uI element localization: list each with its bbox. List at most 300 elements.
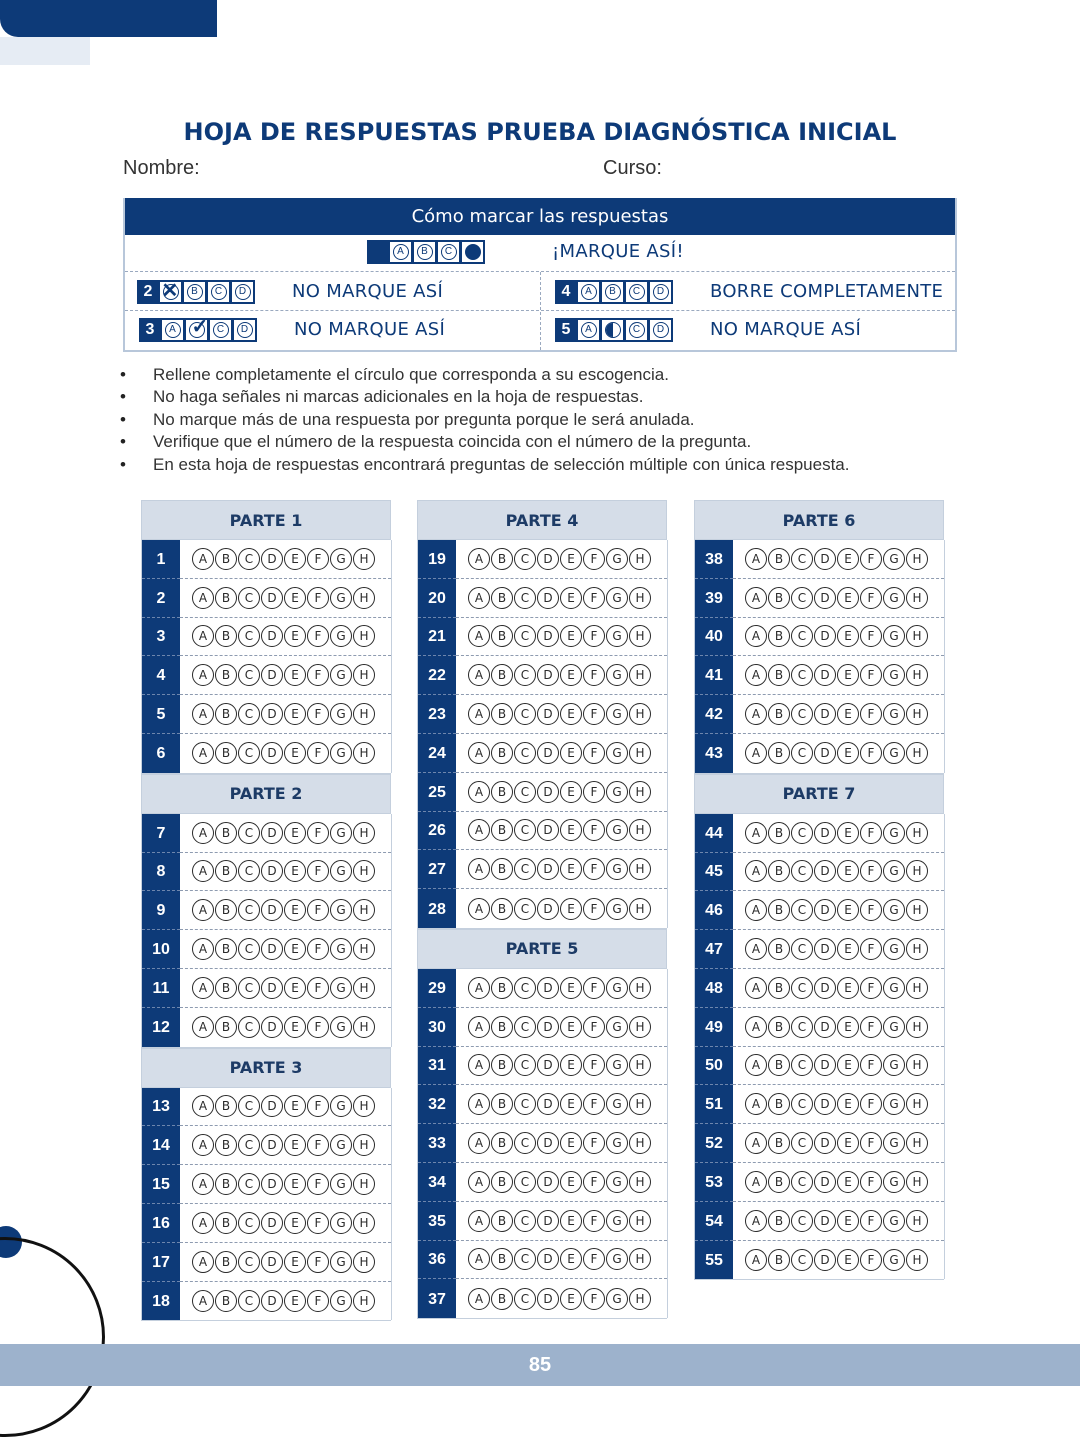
answer-bubble-g[interactable]: G xyxy=(330,1173,352,1195)
answer-bubble-d[interactable]: D xyxy=(261,822,283,844)
answer-bubble-f[interactable]: F xyxy=(307,1290,329,1312)
answer-bubble-d[interactable]: D xyxy=(261,1290,283,1312)
answer-bubble-d[interactable]: D xyxy=(814,899,836,921)
answer-bubble-g[interactable]: G xyxy=(883,822,905,844)
answer-bubble-e[interactable]: E xyxy=(837,1093,859,1115)
answer-bubble-c[interactable]: C xyxy=(791,1249,813,1271)
answer-bubble-h[interactable]: H xyxy=(353,1290,375,1312)
answer-bubble-c[interactable]: C xyxy=(238,1251,260,1273)
answer-bubble-h[interactable]: H xyxy=(353,587,375,609)
answer-bubble-h[interactable]: H xyxy=(629,977,651,999)
answer-bubble-f[interactable]: F xyxy=(583,548,605,570)
answer-bubble-f[interactable]: F xyxy=(307,1095,329,1117)
answer-bubble-f[interactable]: F xyxy=(860,587,882,609)
answer-bubble-c[interactable]: C xyxy=(238,899,260,921)
answer-bubble-e[interactable]: E xyxy=(560,548,582,570)
answer-bubble-e[interactable]: E xyxy=(284,625,306,647)
answer-bubble-f[interactable]: F xyxy=(307,1251,329,1273)
answer-bubble-f[interactable]: F xyxy=(860,1132,882,1154)
answer-bubble-d[interactable]: D xyxy=(261,587,283,609)
answer-bubble-d[interactable]: D xyxy=(261,742,283,764)
answer-bubble-h[interactable]: H xyxy=(353,664,375,686)
answer-bubble-g[interactable]: G xyxy=(606,1288,628,1310)
answer-bubble-a[interactable]: A xyxy=(468,1054,490,1076)
answer-bubble-d[interactable]: D xyxy=(814,1016,836,1038)
answer-bubble-f[interactable]: F xyxy=(307,977,329,999)
answer-bubble-d[interactable]: D xyxy=(261,938,283,960)
answer-bubble-f[interactable]: F xyxy=(583,742,605,764)
answer-bubble-h[interactable]: H xyxy=(353,1173,375,1195)
answer-bubble-c[interactable]: C xyxy=(791,860,813,882)
answer-bubble-a[interactable]: A xyxy=(745,703,767,725)
answer-bubble-h[interactable]: H xyxy=(353,1095,375,1117)
answer-bubble-h[interactable]: H xyxy=(629,664,651,686)
answer-bubble-b[interactable]: B xyxy=(768,899,790,921)
answer-bubble-g[interactable]: G xyxy=(330,977,352,999)
answer-bubble-g[interactable]: G xyxy=(330,1251,352,1273)
answer-bubble-c[interactable]: C xyxy=(514,858,536,880)
answer-bubble-a[interactable]: A xyxy=(745,938,767,960)
answer-bubble-b[interactable]: B xyxy=(491,703,513,725)
answer-bubble-e[interactable]: E xyxy=(284,977,306,999)
answer-bubble-e[interactable]: E xyxy=(284,703,306,725)
answer-bubble-e[interactable]: E xyxy=(837,587,859,609)
answer-bubble-f[interactable]: F xyxy=(583,1171,605,1193)
answer-bubble-a[interactable]: A xyxy=(468,703,490,725)
answer-bubble-h[interactable]: H xyxy=(906,1054,928,1076)
answer-bubble-b[interactable]: B xyxy=(768,1171,790,1193)
answer-bubble-b[interactable]: B xyxy=(768,625,790,647)
answer-bubble-f[interactable]: F xyxy=(583,1248,605,1270)
answer-bubble-g[interactable]: G xyxy=(606,587,628,609)
answer-bubble-a[interactable]: A xyxy=(745,899,767,921)
answer-bubble-d[interactable]: D xyxy=(537,625,559,647)
answer-bubble-f[interactable]: F xyxy=(307,822,329,844)
answer-bubble-b[interactable]: B xyxy=(215,860,237,882)
answer-bubble-d[interactable]: D xyxy=(537,1288,559,1310)
answer-bubble-c[interactable]: C xyxy=(791,1054,813,1076)
answer-bubble-d[interactable]: D xyxy=(261,899,283,921)
answer-bubble-f[interactable]: F xyxy=(860,977,882,999)
answer-bubble-f[interactable]: F xyxy=(583,1210,605,1232)
answer-bubble-h[interactable]: H xyxy=(906,1016,928,1038)
answer-bubble-c[interactable]: C xyxy=(791,587,813,609)
answer-bubble-c[interactable]: C xyxy=(791,1093,813,1115)
answer-bubble-a[interactable]: A xyxy=(468,977,490,999)
answer-bubble-a[interactable]: A xyxy=(192,1212,214,1234)
answer-bubble-b[interactable]: B xyxy=(768,1054,790,1076)
answer-bubble-a[interactable]: A xyxy=(745,822,767,844)
answer-bubble-c[interactable]: C xyxy=(238,703,260,725)
answer-bubble-e[interactable]: E xyxy=(837,703,859,725)
answer-bubble-d[interactable]: D xyxy=(814,1210,836,1232)
answer-bubble-e[interactable]: E xyxy=(560,742,582,764)
answer-bubble-h[interactable]: H xyxy=(353,625,375,647)
answer-bubble-h[interactable]: H xyxy=(353,1016,375,1038)
answer-bubble-f[interactable]: F xyxy=(860,742,882,764)
answer-bubble-g[interactable]: G xyxy=(606,1171,628,1193)
answer-bubble-a[interactable]: A xyxy=(192,1095,214,1117)
answer-bubble-f[interactable]: F xyxy=(307,899,329,921)
answer-bubble-c[interactable]: C xyxy=(514,1171,536,1193)
answer-bubble-d[interactable]: D xyxy=(814,1132,836,1154)
answer-bubble-h[interactable]: H xyxy=(906,625,928,647)
answer-bubble-b[interactable]: B xyxy=(491,1171,513,1193)
answer-bubble-c[interactable]: C xyxy=(514,703,536,725)
answer-bubble-c[interactable]: C xyxy=(238,587,260,609)
answer-bubble-g[interactable]: G xyxy=(883,703,905,725)
answer-bubble-c[interactable]: C xyxy=(514,1288,536,1310)
answer-bubble-h[interactable]: H xyxy=(629,1210,651,1232)
answer-bubble-b[interactable]: B xyxy=(768,664,790,686)
answer-bubble-b[interactable]: B xyxy=(215,1251,237,1273)
answer-bubble-e[interactable]: E xyxy=(560,819,582,841)
answer-bubble-f[interactable]: F xyxy=(860,664,882,686)
answer-bubble-a[interactable]: A xyxy=(192,938,214,960)
answer-bubble-g[interactable]: G xyxy=(606,742,628,764)
answer-bubble-d[interactable]: D xyxy=(537,742,559,764)
answer-bubble-b[interactable]: B xyxy=(768,548,790,570)
answer-bubble-d[interactable]: D xyxy=(261,548,283,570)
answer-bubble-f[interactable]: F xyxy=(860,1093,882,1115)
answer-bubble-a[interactable]: A xyxy=(468,587,490,609)
answer-bubble-f[interactable]: F xyxy=(583,1016,605,1038)
answer-bubble-f[interactable]: F xyxy=(307,742,329,764)
answer-bubble-d[interactable]: D xyxy=(814,1093,836,1115)
answer-bubble-g[interactable]: G xyxy=(606,1093,628,1115)
answer-bubble-f[interactable]: F xyxy=(583,703,605,725)
answer-bubble-e[interactable]: E xyxy=(560,703,582,725)
answer-bubble-d[interactable]: D xyxy=(537,703,559,725)
answer-bubble-h[interactable]: H xyxy=(629,1288,651,1310)
answer-bubble-h[interactable]: H xyxy=(906,860,928,882)
answer-bubble-a[interactable]: A xyxy=(192,1173,214,1195)
answer-bubble-c[interactable]: C xyxy=(791,548,813,570)
answer-bubble-c[interactable]: C xyxy=(238,860,260,882)
answer-bubble-g[interactable]: G xyxy=(883,548,905,570)
answer-bubble-c[interactable]: C xyxy=(791,822,813,844)
answer-bubble-b[interactable]: B xyxy=(215,899,237,921)
answer-bubble-e[interactable]: E xyxy=(837,938,859,960)
answer-bubble-a[interactable]: A xyxy=(468,898,490,920)
answer-bubble-a[interactable]: A xyxy=(468,781,490,803)
answer-bubble-d[interactable]: D xyxy=(261,1173,283,1195)
answer-bubble-a[interactable]: A xyxy=(192,703,214,725)
answer-bubble-h[interactable]: H xyxy=(906,1132,928,1154)
answer-bubble-c[interactable]: C xyxy=(514,664,536,686)
answer-bubble-h[interactable]: H xyxy=(629,898,651,920)
answer-bubble-h[interactable]: H xyxy=(906,899,928,921)
answer-bubble-f[interactable]: F xyxy=(860,625,882,647)
answer-bubble-c[interactable]: C xyxy=(791,664,813,686)
answer-bubble-h[interactable]: H xyxy=(629,1248,651,1270)
answer-bubble-a[interactable]: A xyxy=(192,860,214,882)
answer-bubble-c[interactable]: C xyxy=(791,703,813,725)
answer-bubble-g[interactable]: G xyxy=(606,898,628,920)
answer-bubble-g[interactable]: G xyxy=(606,781,628,803)
answer-bubble-a[interactable]: A xyxy=(192,625,214,647)
answer-bubble-f[interactable]: F xyxy=(307,548,329,570)
answer-bubble-e[interactable]: E xyxy=(284,1134,306,1156)
answer-bubble-b[interactable]: B xyxy=(215,548,237,570)
answer-bubble-a[interactable]: A xyxy=(468,1171,490,1193)
answer-bubble-a[interactable]: A xyxy=(192,587,214,609)
answer-bubble-a[interactable]: A xyxy=(468,1248,490,1270)
answer-bubble-g[interactable]: G xyxy=(883,860,905,882)
answer-bubble-d[interactable]: D xyxy=(537,858,559,880)
answer-bubble-b[interactable]: B xyxy=(491,1288,513,1310)
answer-bubble-c[interactable]: C xyxy=(514,1248,536,1270)
answer-bubble-f[interactable]: F xyxy=(583,898,605,920)
answer-bubble-e[interactable]: E xyxy=(560,858,582,880)
answer-bubble-b[interactable]: B xyxy=(768,1016,790,1038)
answer-bubble-c[interactable]: C xyxy=(791,938,813,960)
answer-bubble-d[interactable]: D xyxy=(261,1212,283,1234)
answer-bubble-d[interactable]: D xyxy=(537,1171,559,1193)
answer-bubble-g[interactable]: G xyxy=(606,703,628,725)
answer-bubble-a[interactable]: A xyxy=(468,1016,490,1038)
answer-bubble-c[interactable]: C xyxy=(514,625,536,647)
answer-bubble-e[interactable]: E xyxy=(284,1212,306,1234)
answer-bubble-c[interactable]: C xyxy=(238,822,260,844)
answer-bubble-d[interactable]: D xyxy=(814,742,836,764)
answer-bubble-d[interactable]: D xyxy=(814,860,836,882)
answer-bubble-g[interactable]: G xyxy=(606,1054,628,1076)
answer-bubble-e[interactable]: E xyxy=(837,742,859,764)
answer-bubble-a[interactable]: A xyxy=(745,1210,767,1232)
answer-bubble-h[interactable]: H xyxy=(353,899,375,921)
answer-bubble-g[interactable]: G xyxy=(330,1095,352,1117)
answer-bubble-e[interactable]: E xyxy=(284,1290,306,1312)
answer-bubble-c[interactable]: C xyxy=(514,1132,536,1154)
answer-bubble-c[interactable]: C xyxy=(238,625,260,647)
answer-bubble-e[interactable]: E xyxy=(560,1093,582,1115)
answer-bubble-a[interactable]: A xyxy=(468,858,490,880)
answer-bubble-h[interactable]: H xyxy=(629,1093,651,1115)
answer-bubble-g[interactable]: G xyxy=(606,1210,628,1232)
answer-bubble-h[interactable]: H xyxy=(906,822,928,844)
answer-bubble-e[interactable]: E xyxy=(284,1173,306,1195)
answer-bubble-a[interactable]: A xyxy=(745,548,767,570)
answer-bubble-b[interactable]: B xyxy=(768,1249,790,1271)
answer-bubble-d[interactable]: D xyxy=(537,977,559,999)
answer-bubble-b[interactable]: B xyxy=(491,819,513,841)
answer-bubble-h[interactable]: H xyxy=(906,977,928,999)
answer-bubble-g[interactable]: G xyxy=(606,1132,628,1154)
answer-bubble-g[interactable]: G xyxy=(330,822,352,844)
answer-bubble-h[interactable]: H xyxy=(629,587,651,609)
answer-bubble-b[interactable]: B xyxy=(768,977,790,999)
answer-bubble-a[interactable]: A xyxy=(192,822,214,844)
answer-bubble-f[interactable]: F xyxy=(583,781,605,803)
answer-bubble-g[interactable]: G xyxy=(330,587,352,609)
answer-bubble-g[interactable]: G xyxy=(606,625,628,647)
answer-bubble-b[interactable]: B xyxy=(215,977,237,999)
answer-bubble-a[interactable]: A xyxy=(468,625,490,647)
answer-bubble-c[interactable]: C xyxy=(238,1095,260,1117)
answer-bubble-e[interactable]: E xyxy=(837,1016,859,1038)
answer-bubble-d[interactable]: D xyxy=(261,1134,283,1156)
answer-bubble-c[interactable]: C xyxy=(791,1210,813,1232)
answer-bubble-h[interactable]: H xyxy=(353,703,375,725)
answer-bubble-c[interactable]: C xyxy=(791,1132,813,1154)
answer-bubble-a[interactable]: A xyxy=(745,860,767,882)
answer-bubble-f[interactable]: F xyxy=(307,938,329,960)
answer-bubble-g[interactable]: G xyxy=(330,1016,352,1038)
answer-bubble-b[interactable]: B xyxy=(215,1212,237,1234)
answer-bubble-f[interactable]: F xyxy=(307,664,329,686)
answer-bubble-f[interactable]: F xyxy=(583,819,605,841)
answer-bubble-h[interactable]: H xyxy=(353,1212,375,1234)
answer-bubble-e[interactable]: E xyxy=(560,781,582,803)
answer-bubble-e[interactable]: E xyxy=(284,860,306,882)
answer-bubble-d[interactable]: D xyxy=(261,977,283,999)
answer-bubble-c[interactable]: C xyxy=(514,1210,536,1232)
answer-bubble-h[interactable]: H xyxy=(353,548,375,570)
answer-bubble-b[interactable]: B xyxy=(768,860,790,882)
answer-bubble-d[interactable]: D xyxy=(537,548,559,570)
answer-bubble-f[interactable]: F xyxy=(583,1054,605,1076)
answer-bubble-d[interactable]: D xyxy=(537,1210,559,1232)
answer-bubble-d[interactable]: D xyxy=(261,703,283,725)
answer-bubble-b[interactable]: B xyxy=(491,1054,513,1076)
answer-bubble-b[interactable]: B xyxy=(215,703,237,725)
answer-bubble-g[interactable]: G xyxy=(330,860,352,882)
answer-bubble-d[interactable]: D xyxy=(261,1016,283,1038)
answer-bubble-b[interactable]: B xyxy=(491,781,513,803)
answer-bubble-a[interactable]: A xyxy=(745,1054,767,1076)
answer-bubble-a[interactable]: A xyxy=(745,587,767,609)
answer-bubble-f[interactable]: F xyxy=(307,587,329,609)
answer-bubble-g[interactable]: G xyxy=(883,1132,905,1154)
answer-bubble-h[interactable]: H xyxy=(353,860,375,882)
answer-bubble-d[interactable]: D xyxy=(814,1054,836,1076)
answer-bubble-e[interactable]: E xyxy=(837,1210,859,1232)
answer-bubble-h[interactable]: H xyxy=(353,822,375,844)
answer-bubble-f[interactable]: F xyxy=(860,822,882,844)
answer-bubble-b[interactable]: B xyxy=(768,938,790,960)
answer-bubble-f[interactable]: F xyxy=(860,1210,882,1232)
answer-bubble-c[interactable]: C xyxy=(238,548,260,570)
answer-bubble-e[interactable]: E xyxy=(284,1251,306,1273)
answer-bubble-g[interactable]: G xyxy=(606,664,628,686)
answer-bubble-d[interactable]: D xyxy=(814,587,836,609)
answer-bubble-g[interactable]: G xyxy=(606,1016,628,1038)
answer-bubble-h[interactable]: H xyxy=(629,548,651,570)
answer-bubble-a[interactable]: A xyxy=(468,819,490,841)
answer-bubble-h[interactable]: H xyxy=(906,664,928,686)
answer-bubble-b[interactable]: B xyxy=(215,1173,237,1195)
answer-bubble-a[interactable]: A xyxy=(745,1171,767,1193)
answer-bubble-c[interactable]: C xyxy=(791,742,813,764)
answer-bubble-b[interactable]: B xyxy=(768,1093,790,1115)
answer-bubble-h[interactable]: H xyxy=(906,1093,928,1115)
answer-bubble-g[interactable]: G xyxy=(883,1016,905,1038)
answer-bubble-c[interactable]: C xyxy=(238,742,260,764)
answer-bubble-c[interactable]: C xyxy=(514,1054,536,1076)
answer-bubble-g[interactable]: G xyxy=(883,587,905,609)
answer-bubble-d[interactable]: D xyxy=(537,819,559,841)
answer-bubble-h[interactable]: H xyxy=(906,1249,928,1271)
answer-bubble-b[interactable]: B xyxy=(215,664,237,686)
answer-bubble-a[interactable]: A xyxy=(468,1288,490,1310)
answer-bubble-c[interactable]: C xyxy=(238,1173,260,1195)
answer-bubble-d[interactable]: D xyxy=(261,664,283,686)
answer-bubble-a[interactable]: A xyxy=(192,742,214,764)
answer-bubble-e[interactable]: E xyxy=(837,860,859,882)
answer-bubble-a[interactable]: A xyxy=(745,625,767,647)
answer-bubble-e[interactable]: E xyxy=(560,664,582,686)
answer-bubble-f[interactable]: F xyxy=(307,1134,329,1156)
answer-bubble-g[interactable]: G xyxy=(606,548,628,570)
answer-bubble-b[interactable]: B xyxy=(491,1210,513,1232)
answer-bubble-h[interactable]: H xyxy=(629,1016,651,1038)
answer-bubble-d[interactable]: D xyxy=(537,898,559,920)
answer-bubble-e[interactable]: E xyxy=(284,664,306,686)
answer-bubble-h[interactable]: H xyxy=(353,1134,375,1156)
answer-bubble-c[interactable]: C xyxy=(514,742,536,764)
answer-bubble-e[interactable]: E xyxy=(560,898,582,920)
answer-bubble-d[interactable]: D xyxy=(814,1249,836,1271)
answer-bubble-e[interactable]: E xyxy=(284,899,306,921)
answer-bubble-a[interactable]: A xyxy=(192,1016,214,1038)
answer-bubble-g[interactable]: G xyxy=(883,1249,905,1271)
answer-bubble-c[interactable]: C xyxy=(514,548,536,570)
answer-bubble-e[interactable]: E xyxy=(560,587,582,609)
answer-bubble-e[interactable]: E xyxy=(560,977,582,999)
answer-bubble-b[interactable]: B xyxy=(215,1016,237,1038)
answer-bubble-d[interactable]: D xyxy=(537,1093,559,1115)
answer-bubble-e[interactable]: E xyxy=(284,587,306,609)
answer-bubble-c[interactable]: C xyxy=(514,977,536,999)
answer-bubble-g[interactable]: G xyxy=(330,664,352,686)
answer-bubble-a[interactable]: A xyxy=(745,742,767,764)
answer-bubble-g[interactable]: G xyxy=(330,938,352,960)
answer-bubble-h[interactable]: H xyxy=(906,938,928,960)
answer-bubble-b[interactable]: B xyxy=(491,858,513,880)
answer-bubble-f[interactable]: F xyxy=(307,625,329,647)
answer-bubble-e[interactable]: E xyxy=(837,548,859,570)
answer-bubble-a[interactable]: A xyxy=(745,1093,767,1115)
answer-bubble-a[interactable]: A xyxy=(192,899,214,921)
answer-bubble-d[interactable]: D xyxy=(537,587,559,609)
answer-bubble-b[interactable]: B xyxy=(768,1210,790,1232)
answer-bubble-g[interactable]: G xyxy=(606,977,628,999)
answer-bubble-g[interactable]: G xyxy=(330,548,352,570)
answer-bubble-d[interactable]: D xyxy=(537,1132,559,1154)
answer-bubble-h[interactable]: H xyxy=(353,742,375,764)
answer-bubble-c[interactable]: C xyxy=(514,587,536,609)
answer-bubble-e[interactable]: E xyxy=(837,1054,859,1076)
answer-bubble-h[interactable]: H xyxy=(629,1171,651,1193)
answer-bubble-b[interactable]: B xyxy=(491,1248,513,1270)
answer-bubble-d[interactable]: D xyxy=(537,781,559,803)
answer-bubble-b[interactable]: B xyxy=(215,587,237,609)
answer-bubble-g[interactable]: G xyxy=(330,703,352,725)
answer-bubble-c[interactable]: C xyxy=(514,819,536,841)
answer-bubble-g[interactable]: G xyxy=(330,1290,352,1312)
answer-bubble-c[interactable]: C xyxy=(238,977,260,999)
answer-bubble-a[interactable]: A xyxy=(192,664,214,686)
answer-bubble-g[interactable]: G xyxy=(606,819,628,841)
answer-bubble-e[interactable]: E xyxy=(560,1054,582,1076)
answer-bubble-e[interactable]: E xyxy=(284,822,306,844)
answer-bubble-f[interactable]: F xyxy=(860,1054,882,1076)
answer-bubble-a[interactable]: A xyxy=(192,1290,214,1312)
answer-bubble-g[interactable]: G xyxy=(883,1054,905,1076)
answer-bubble-h[interactable]: H xyxy=(906,587,928,609)
answer-bubble-b[interactable]: B xyxy=(491,1016,513,1038)
